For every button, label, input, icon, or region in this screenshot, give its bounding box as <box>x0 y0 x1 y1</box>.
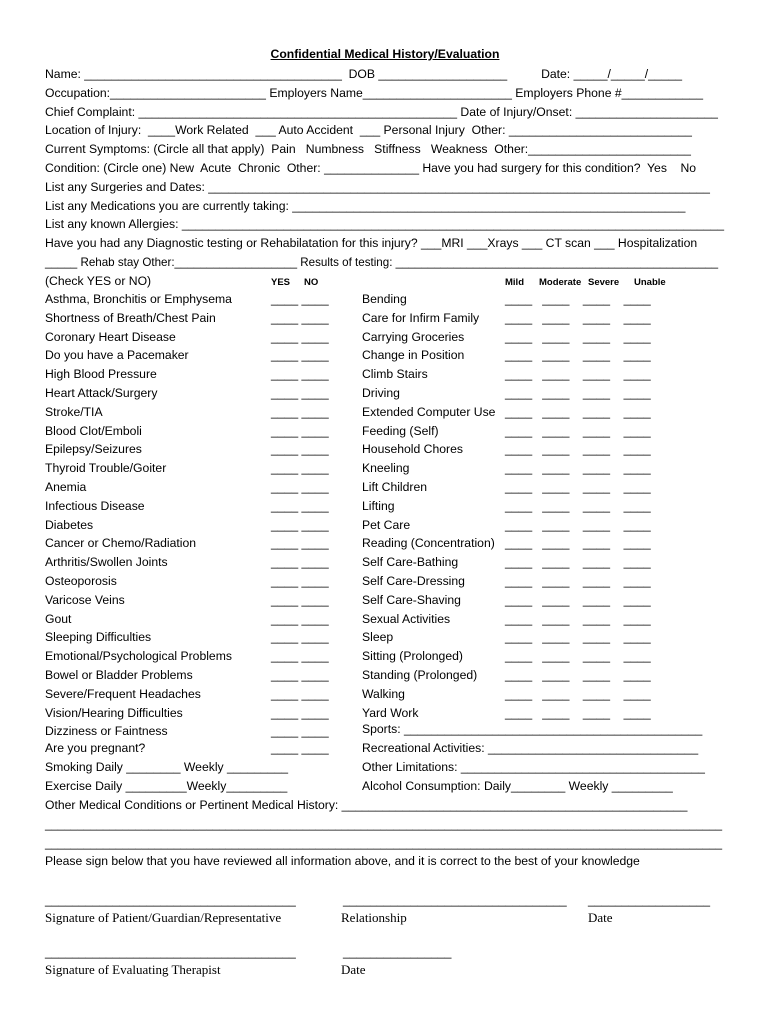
activity-severity-blanks[interactable]: ____ ____ ____ ____ <box>505 630 651 645</box>
check-header: (Check YES or NO) <box>45 274 152 288</box>
recreational-field[interactable]: Recreational Activities: _______________________________ <box>362 741 699 755</box>
activity-label: Bending <box>362 292 407 306</box>
activity-severity-blanks[interactable]: ____ ____ ____ ____ <box>505 536 651 551</box>
other-limitations-field[interactable]: Other Limitations: ____________________________________ <box>362 760 705 774</box>
activity-label: Driving <box>362 386 400 400</box>
condition-label: Gout <box>45 611 72 626</box>
relationship-line[interactable]: _________________________________ <box>343 893 567 907</box>
activity-label: Carrying Groceries <box>362 329 465 344</box>
activity-label: Self Care-Bathing <box>362 555 459 570</box>
sports-field[interactable]: Sports: ____________________________________________ <box>362 722 703 736</box>
condition-yes-no-blanks[interactable]: ____ ____ <box>271 480 329 494</box>
activity-severity-blanks[interactable]: ____ ____ ____ ____ <box>505 292 651 306</box>
therapist-signature-line[interactable]: _____________________________________ <box>45 945 296 959</box>
smoking-field[interactable]: Smoking Daily ________ Weekly _________ <box>45 760 289 774</box>
activity-label: Lifting <box>362 498 395 513</box>
activity-severity-blanks[interactable]: ____ ____ ____ ____ <box>505 329 651 344</box>
date-label: Date <box>588 910 613 925</box>
activity-severity-blanks[interactable]: ____ ____ ____ ____ <box>505 686 651 701</box>
condition-yes-no-blanks[interactable]: ____ ____ <box>271 386 329 400</box>
condition-yes-no-blanks[interactable]: ____ ____ <box>271 555 329 570</box>
activity-severity-blanks[interactable]: ____ ____ ____ ____ <box>505 404 651 419</box>
activity-severity-blanks[interactable]: ____ ____ ____ ____ <box>505 386 651 400</box>
activity-severity-blanks[interactable]: ____ ____ ____ ____ <box>505 310 651 325</box>
condition-yes-no-blanks[interactable]: ____ ____ <box>271 498 329 513</box>
activity-severity-blanks[interactable]: ____ ____ ____ ____ <box>505 480 651 494</box>
condition-yes-no-blanks[interactable]: ____ ____ <box>271 592 329 607</box>
therapist-date-label: Date <box>341 962 366 977</box>
activity-label: Pet Care <box>362 517 411 532</box>
activity-severity-blanks[interactable]: ____ ____ ____ ____ <box>505 611 651 626</box>
alcohol-field[interactable]: Alcohol Consumption: Daily________ Weekly _________ <box>362 779 673 793</box>
condition-yes-no-blanks[interactable]: ____ ____ <box>271 686 329 701</box>
condition-label: Varicose Veins <box>45 592 125 607</box>
header-field-line[interactable]: Condition: (Circle one) New Acute Chronic Other: ______________ Have you had surgery for this condition? Yes No <box>45 161 697 175</box>
condition-yes-no-blanks[interactable]: ____ ____ <box>271 630 329 645</box>
condition-yes-no-blanks[interactable]: ____ ____ <box>271 292 329 306</box>
condition-label: Sleeping Difficulties <box>45 630 152 645</box>
condition-label: Asthma, Bronchitis or Emphysema <box>45 292 232 306</box>
condition-label: Epilepsy/Seizures <box>45 442 142 457</box>
condition-label: Coronary Heart Disease <box>45 329 176 344</box>
condition-yes-no-blanks[interactable]: ____ ____ <box>271 310 329 325</box>
condition-yes-no-blanks[interactable]: ____ ____ <box>271 423 329 438</box>
condition-label: Anemia <box>45 480 87 494</box>
severity-mild-header: Mild <box>505 277 524 288</box>
condition-label: Dizziness or Faintness <box>45 724 168 739</box>
date-line[interactable]: __________________ <box>588 893 711 907</box>
header-field-line[interactable]: Current Symptoms: (Circle all that apply) Pain Numbness Stiffness Weakness Other:________________________ <box>45 142 691 157</box>
header-field-line[interactable]: Name: ______________________________________ DOB ___________________ Date: _____/_____/_____ <box>45 67 683 81</box>
activity-severity-blanks[interactable]: ____ ____ ____ ____ <box>505 498 651 513</box>
condition-yes-no-blanks[interactable]: ____ ____ <box>271 536 329 551</box>
activity-severity-blanks[interactable]: ____ ____ ____ ____ <box>505 442 651 457</box>
condition-yes-no-blanks[interactable]: ____ ____ <box>271 329 329 344</box>
activity-label: Household Chores <box>362 442 463 457</box>
activity-label: Reading (Concentration) <box>362 536 495 551</box>
activity-severity-blanks[interactable]: ____ ____ ____ ____ <box>505 517 651 532</box>
activity-severity-blanks[interactable]: ____ ____ ____ ____ <box>505 649 651 664</box>
activity-label: Self Care-Dressing <box>362 574 465 588</box>
activity-label: Climb Stairs <box>362 367 428 382</box>
condition-yes-no-blanks[interactable]: ____ ____ <box>271 442 329 457</box>
activity-label: Feeding (Self) <box>362 423 439 438</box>
condition-label: Emotional/Psychological Problems <box>45 649 232 664</box>
activity-label: Standing (Prolonged) <box>362 668 478 682</box>
relationship-label: Relationship <box>341 910 407 925</box>
attestation-text: Please sign below that you have reviewed all information above, and it is correct to the best of your knowledge <box>45 854 640 868</box>
activity-label: Sexual Activities <box>362 611 451 626</box>
header-field-line[interactable]: _____ Rehab stay Other:___________________ Results of testing: __________________________________________________ <box>45 256 719 269</box>
activity-severity-blanks[interactable]: ____ ____ ____ ____ <box>505 367 651 382</box>
condition-label: Vision/Hearing Difficulties <box>45 705 183 720</box>
therapist-signature-label: Signature of Evaluating Therapist <box>45 962 221 977</box>
condition-yes-no-blanks[interactable]: ____ ____ <box>271 461 329 476</box>
header-field-line[interactable]: List any known Allergies: ________________________________________________________________________________ <box>45 217 725 232</box>
activity-severity-blanks[interactable]: ____ ____ ____ ____ <box>505 461 651 476</box>
activity-severity-blanks[interactable]: ____ ____ ____ ____ <box>505 668 651 682</box>
activity-severity-blanks[interactable]: ____ ____ ____ ____ <box>505 348 651 363</box>
header-field-line[interactable]: Chief Complaint: _______________________________________________ Date of Injury/Onset: _____________________ <box>45 104 718 119</box>
yes-label: YES <box>271 277 291 288</box>
activity-severity-blanks[interactable]: ____ ____ ____ ____ <box>505 423 651 438</box>
condition-label: Shortness of Breath/Chest Pain <box>45 310 216 325</box>
condition-label: Severe/Frequent Headaches <box>45 686 201 701</box>
condition-yes-no-blanks[interactable]: ____ ____ <box>271 404 329 419</box>
severity-unable-header: Unable <box>634 277 666 288</box>
form-title: Confidential Medical History/Evaluation <box>270 47 500 61</box>
condition-label: Blood Clot/Emboli <box>45 423 142 438</box>
activity-label: Yard Work <box>362 705 419 720</box>
activity-label: Lift Children <box>362 480 428 494</box>
blank-line[interactable]: _________________________________________________________________________________________________________ <box>45 837 723 850</box>
condition-yes-no-blanks[interactable]: ____ ____ <box>271 724 329 739</box>
condition-label: Osteoporosis <box>45 574 117 588</box>
activity-label: Extended Computer Use <box>362 404 496 419</box>
activity-severity-blanks[interactable]: ____ ____ ____ ____ <box>505 574 651 588</box>
condition-label: High Blood Pressure <box>45 367 157 382</box>
activity-label: Walking <box>362 686 405 701</box>
condition-label: Arthritis/Swollen Joints <box>45 555 168 570</box>
other-conditions-field[interactable]: Other Medical Conditions or Pertinent Medical History: ___________________________________________________ <box>45 798 688 812</box>
header-field-line[interactable]: List any Surgeries and Dates: __________________________________________________________________________ <box>45 179 710 194</box>
severity-severe-header: Severe <box>588 277 620 288</box>
activity-label: Care for Infirm Family <box>362 310 480 325</box>
pregnant-yes-no[interactable]: ____ ____ <box>271 741 329 755</box>
condition-yes-no-blanks[interactable]: ____ ____ <box>271 649 329 664</box>
activity-label: Sitting (Prolonged) <box>362 649 463 664</box>
condition-yes-no-blanks[interactable]: ____ ____ <box>271 367 329 382</box>
header-field-line[interactable]: Have you had any Diagnostic testing or Rehabilatation for this injury? ___MRI ___Xrays ___ CT scan ___ Hospitalization <box>45 236 698 251</box>
header-field-line[interactable]: Location of Injury: ____Work Related ___ Auto Accident ___ Personal Injury Other: ___________________________ <box>45 123 692 138</box>
activity-severity-blanks[interactable]: ____ ____ ____ ____ <box>505 592 651 607</box>
condition-yes-no-blanks[interactable]: ____ ____ <box>271 517 329 532</box>
activity-label: Kneeling <box>362 461 410 476</box>
activity-label: Sleep <box>362 630 394 645</box>
condition-yes-no-blanks[interactable]: ____ ____ <box>271 348 329 363</box>
exercise-field[interactable]: Exercise Daily _________Weekly_________ <box>45 779 288 793</box>
blank-line[interactable]: _________________________________________________________________________________________________________ <box>45 818 723 831</box>
activity-severity-blanks[interactable]: ____ ____ ____ ____ <box>505 555 651 570</box>
condition-yes-no-blanks[interactable]: ____ ____ <box>271 611 329 626</box>
condition-yes-no-blanks[interactable]: ____ ____ <box>271 574 329 588</box>
condition-label: Infectious Disease <box>45 498 145 513</box>
activity-severity-blanks[interactable]: ____ ____ ____ ____ <box>505 705 651 720</box>
condition-label: Do you have a Pacemaker <box>45 348 189 363</box>
condition-label: Thyroid Trouble/Goiter <box>45 461 167 476</box>
header-field-line[interactable]: Occupation:_______________________ Employers Name______________________ Employers Phone #____________ <box>45 85 703 100</box>
severity-moderate-header: Moderate <box>539 277 582 288</box>
therapist-date-line[interactable]: ________________ <box>343 945 452 959</box>
condition-yes-no-blanks[interactable]: ____ ____ <box>271 668 329 682</box>
patient-signature-label: Signature of Patient/Guardian/Representative <box>45 910 282 925</box>
patient-signature-line[interactable]: _____________________________________ <box>45 893 296 907</box>
condition-label: Diabetes <box>45 517 94 532</box>
condition-label: Bowel or Bladder Problems <box>45 668 193 682</box>
activity-label: Change in Position <box>362 348 465 363</box>
condition-label: Stroke/TIA <box>45 404 103 419</box>
condition-yes-no-blanks[interactable]: ____ ____ <box>271 705 329 720</box>
activity-label: Self Care-Shaving <box>362 592 461 607</box>
condition-label: Heart Attack/Surgery <box>45 386 158 400</box>
pregnant-question: Are you pregnant? <box>45 741 146 755</box>
condition-label: Cancer or Chemo/Radiation <box>45 536 197 551</box>
no-label: NO <box>304 277 319 288</box>
header-field-line[interactable]: List any Medications you are currently taking: __________________________________________________________ <box>45 198 686 213</box>
